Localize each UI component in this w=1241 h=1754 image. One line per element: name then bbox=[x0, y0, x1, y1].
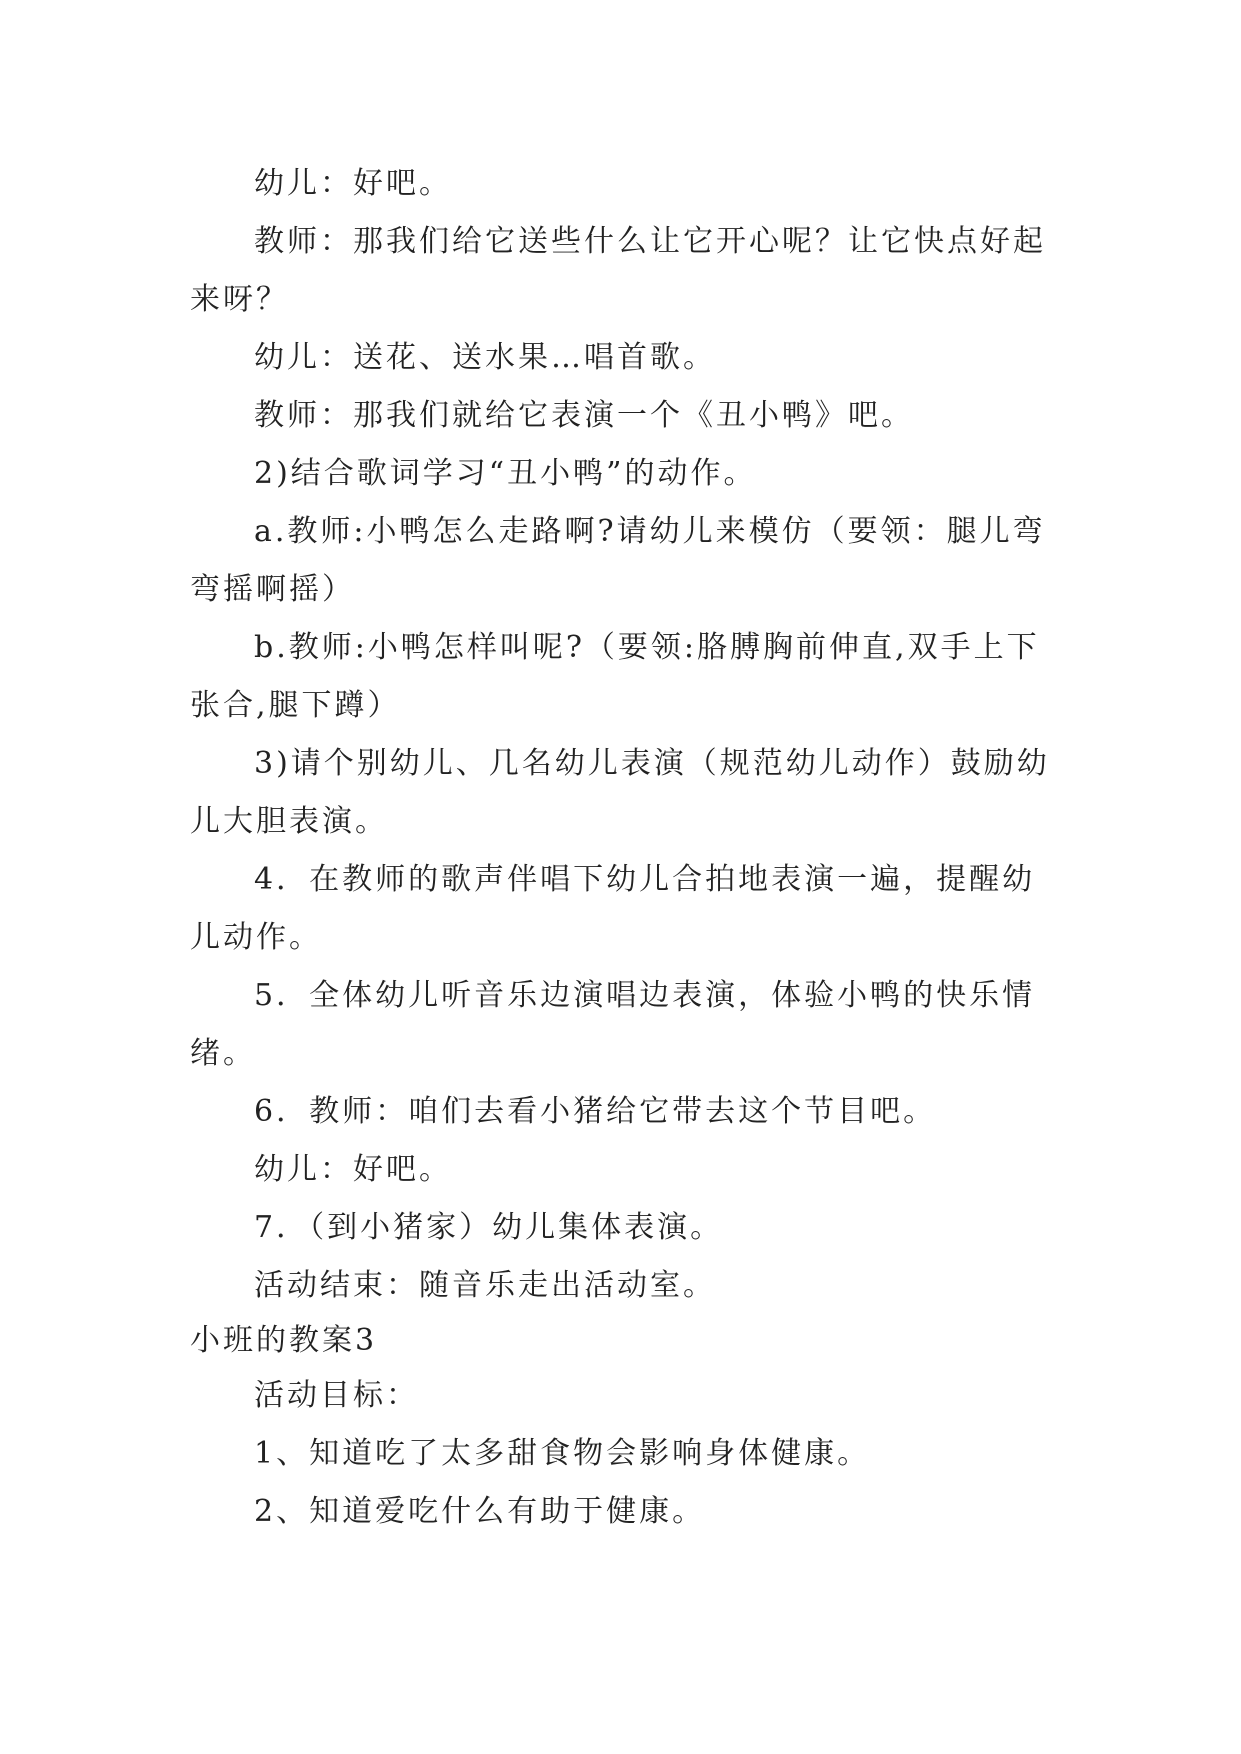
text-line: a.教师:小鸭怎么走路啊?请幼儿来模仿（要领：腿儿弯 bbox=[254, 514, 1046, 549]
text-line: 活动目标： bbox=[254, 1378, 419, 1413]
text-line: 6．教师：咱们去看小猪给它带去这个节目吧。 bbox=[254, 1094, 937, 1129]
text-line: 儿动作。 bbox=[190, 920, 322, 955]
document-body bbox=[190, 155, 1050, 1541]
text-line: 1、知道吃了太多甜食物会影响身体健康。 bbox=[254, 1436, 871, 1471]
text-line: 幼儿：送花、送水果…唱首歌。 bbox=[254, 340, 716, 375]
text-line: 7．（到小猪家）幼儿集体表演。 bbox=[254, 1210, 724, 1245]
text-line: 弯摇啊摇） bbox=[190, 572, 355, 607]
text-line: 2、知道爱吃什么有助于健康。 bbox=[254, 1494, 706, 1529]
text-line: 4．在教师的歌声伴唱下幼儿合拍地表演一遍，提醒幼 bbox=[254, 862, 1036, 897]
text-line: 来呀？ bbox=[190, 282, 289, 317]
text-line: b.教师:小鸭怎样叫呢?（要领:胳膊胸前伸直,双手上下 bbox=[254, 630, 1040, 665]
text-line: 活动结束：随音乐走出活动室。 bbox=[254, 1268, 716, 1303]
text-line: 张合,腿下蹲） bbox=[190, 688, 401, 723]
text-line: 教师：那我们就给它表演一个《丑小鸭》吧。 bbox=[254, 398, 914, 433]
text-line: 2)结合歌词学习“丑小鸭”的动作。 bbox=[254, 456, 757, 491]
text-line: 教师：那我们给它送些什么让它开心呢？让它快点好起 bbox=[254, 224, 1046, 259]
text-line: 幼儿：好吧。 bbox=[254, 166, 452, 201]
text-line: 儿大胆表演。 bbox=[190, 804, 388, 839]
text-line: 幼儿：好吧。 bbox=[254, 1152, 452, 1187]
text-line: 3)请个别幼儿、几名幼儿表演（规范幼儿动作）鼓励幼 bbox=[254, 746, 1050, 781]
section-heading: 小班的教案3 bbox=[190, 1323, 378, 1358]
text-line: 绪。 bbox=[190, 1036, 256, 1071]
text-line: 5．全体幼儿听音乐边演唱边表演，体验小鸭的快乐情 bbox=[254, 978, 1036, 1013]
